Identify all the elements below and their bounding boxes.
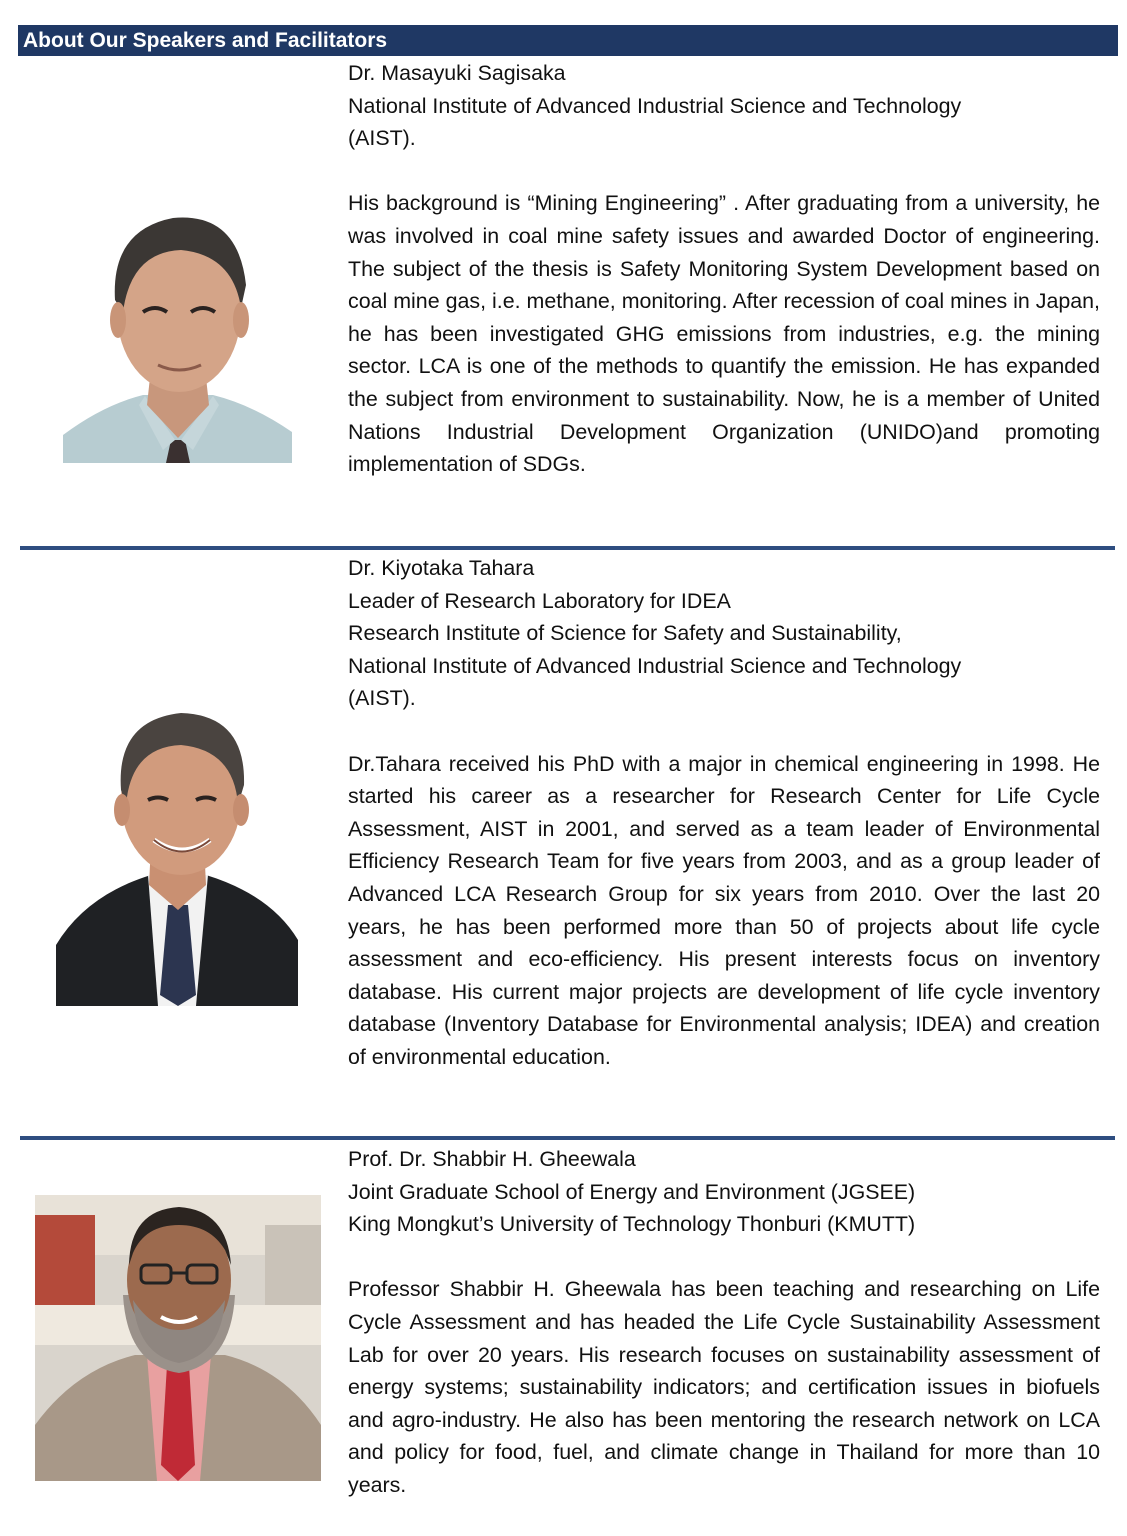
section-divider	[20, 546, 1115, 550]
speaker-bio: His background is “Mining Engineering” . After graduating from a university, he was involved in coal mine safety issues and awarded Doctor of engineering. The subject of the thesis is Safety Monitoring System Development based on coal mine gas, i.e. methane, monitoring. After recession of coal mines in Japan, he has been investigated GHG emissions from industries, e.g. the mining sector. LCA is one of the methods to quantify the emission. He has expanded the subject from environment to sustainability. Now, he is a member of United Nations Industrial Development Organization (UNIDO)and promoting implementation of SDGs.	[348, 191, 1100, 477]
speaker-block-tahara	[348, 552, 1100, 1074]
speaker-name: Dr. Kiyotaka Tahara	[348, 556, 535, 580]
section-divider	[20, 1136, 1115, 1140]
speaker-name: Dr. Masayuki Sagisaka	[348, 61, 566, 85]
speaker-block-sagisaka	[348, 57, 1100, 481]
portrait-image	[63, 200, 292, 463]
speaker-block-gheewala	[348, 1143, 1100, 1502]
speaker-photo-gheewala	[35, 1195, 321, 1481]
speaker-photo-tahara	[56, 705, 298, 1006]
portrait-image	[35, 1195, 321, 1481]
section-title: About Our Speakers and Facilitators	[23, 29, 388, 52]
speaker-affiliation: Leader of Research Laboratory for IDEA	[348, 588, 731, 613]
speaker-photo-sagisaka	[63, 200, 292, 463]
section-header	[18, 25, 1118, 56]
speaker-bio: Dr.Tahara received his PhD with a major in chemical engineering in 1998. He started his career as a researcher for Research Center for Life Cycle Assessment, AIST in 2001, and served as a team leader of Environmental Efficiency Research Team for five years from 2003, and as a group leader of Advanced LCA Research Group for six years from 2010. Over the last 20 years, he has been performed more than 50 of projects about life cycle assessment and eco-efficiency. His present interests focus on inventory database. His current major projects are development of life cycle inventory database (Inventory Database for Environmental analysis; IDEA) and creation of environmental education.	[348, 751, 1100, 1069]
speaker-affiliation: (AIST).	[348, 686, 416, 711]
speaker-bio: Professor Shabbir H. Gheewala has been teaching and researching on Life Cycle Assessment and has headed the Life Cycle Sustainability Assessment Lab for over 20 years. His research focuses on sustainability assessment of energy systems; sustainability indicators; and certification issues in biofuels and agro-industry. He also has been mentoring the research network on LCA and policy for food, fuel, and climate change in Thailand for more than 10 years.	[348, 1277, 1100, 1497]
speaker-affiliation: National Institute of Advanced Industrial Science and Technology	[348, 93, 962, 118]
speaker-affiliation: Joint Graduate School of Energy and Environment (JGSEE)	[348, 1179, 916, 1204]
speaker-affiliation: Research Institute of Science for Safety and Sustainability,	[348, 621, 902, 646]
portrait-image	[56, 705, 298, 1006]
speaker-affiliation: King Mongkut’s University of Technology Thonburi (KMUTT)	[348, 1212, 916, 1237]
speaker-affiliation: (AIST).	[348, 126, 416, 151]
speaker-name: Prof. Dr. Shabbir H. Gheewala	[348, 1147, 636, 1171]
speaker-affiliation: National Institute of Advanced Industrial Science and Technology	[348, 653, 962, 678]
